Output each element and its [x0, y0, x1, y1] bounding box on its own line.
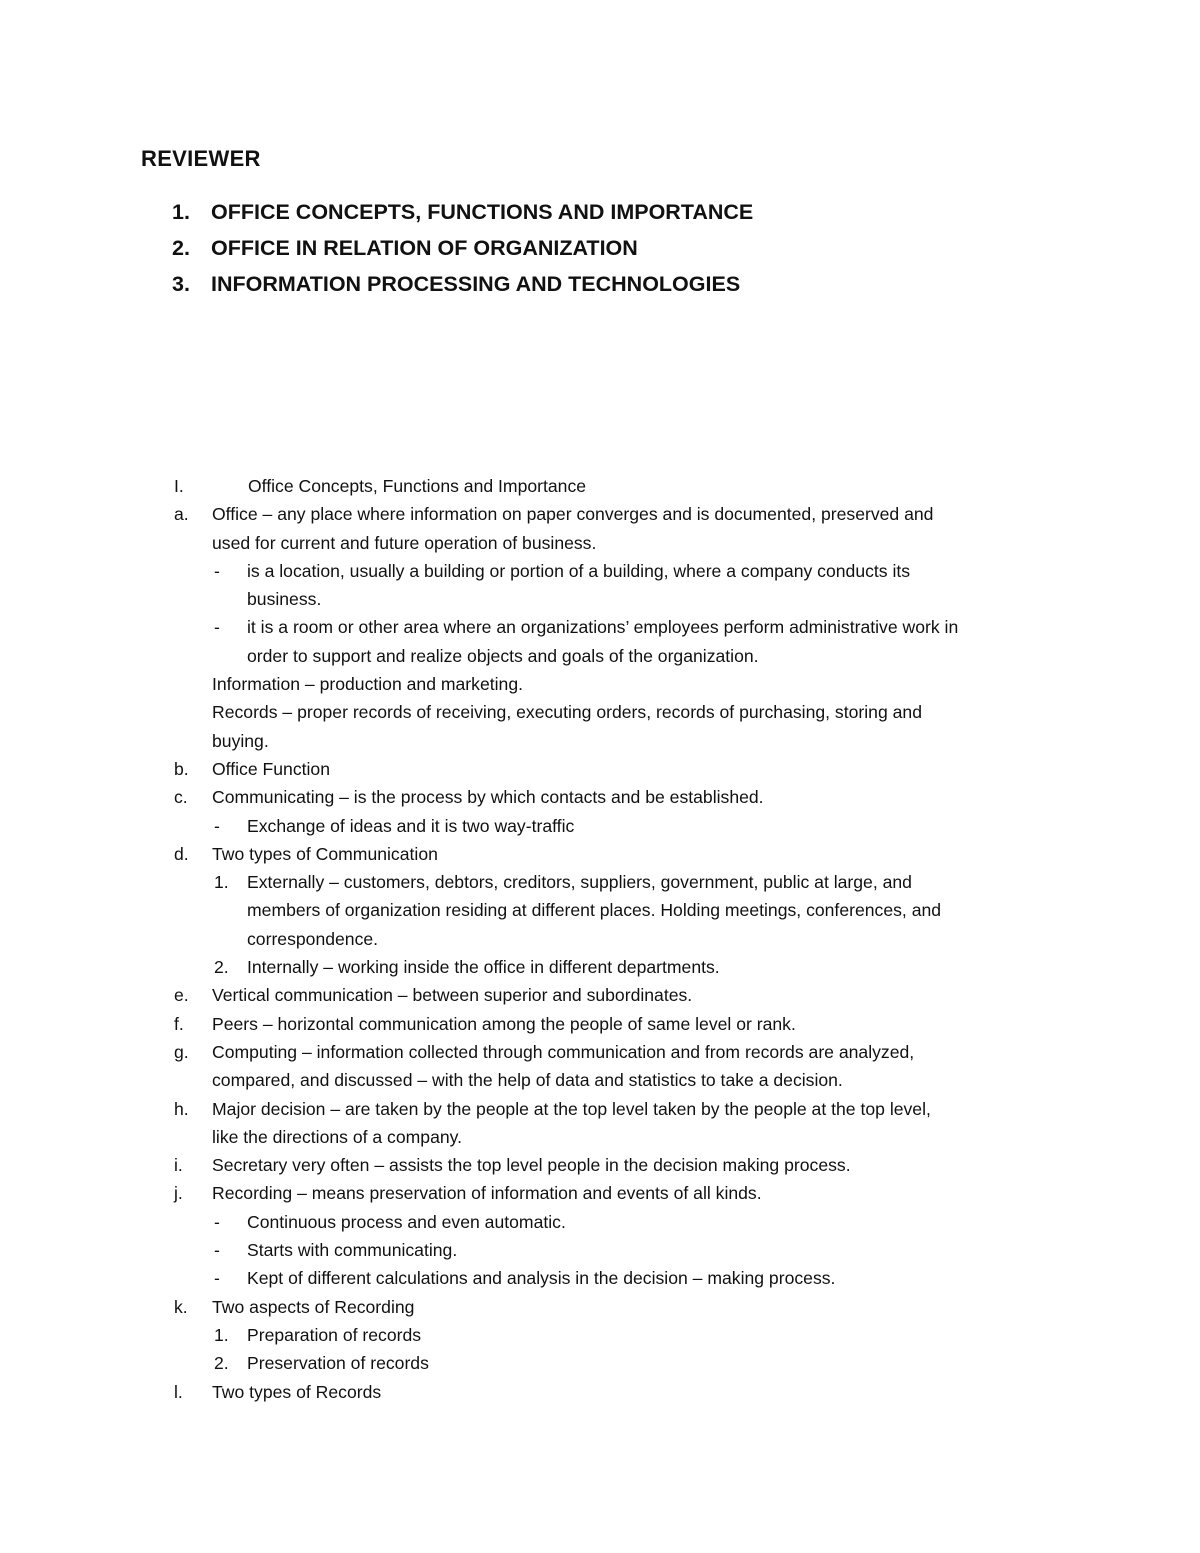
- numbered-sub-item-continued: [0, 896, 1200, 924]
- item-text: used for current and future operation of business.: [212, 532, 597, 553]
- item-text: Communicating – is the process by which contacts and be established.: [212, 787, 764, 808]
- item-text: Peers – horizontal communication among the people of same level or rank.: [212, 1013, 796, 1034]
- list-item-e: [0, 981, 1200, 1009]
- item-marker: l.: [174, 1381, 183, 1402]
- item-text: Recording – means preservation of information and events of all kinds.: [212, 1183, 762, 1204]
- bullet-text: it is a room or other area where an organizations’ employees perform administrative work in: [247, 617, 959, 638]
- numbered-sub-item: [0, 953, 1200, 981]
- sub-bullet: [0, 557, 1200, 585]
- sub-item-text: Preparation of records: [247, 1324, 422, 1345]
- dash-bullet: -: [214, 815, 220, 836]
- topic-list: [172, 197, 753, 305]
- dash-bullet: -: [214, 1268, 220, 1289]
- item-text: Office Function: [212, 758, 331, 779]
- item-marker: j.: [174, 1183, 183, 1204]
- item-marker: b.: [174, 758, 189, 779]
- bullet-text: order to support and realize objects and goals of the organization.: [247, 645, 759, 666]
- bullet-text: Continuous process and even automatic.: [247, 1211, 566, 1232]
- bullet-text: business.: [247, 589, 322, 610]
- dash-bullet: -: [214, 617, 220, 638]
- records-definition-continued: buying.: [212, 730, 269, 751]
- sub-number: 2.: [214, 1353, 229, 1374]
- item-text: Secretary very often – assists the top level people in the decision making process.: [212, 1155, 851, 1176]
- sub-bullet: [0, 1236, 1200, 1264]
- sub-item-text: Preservation of records: [247, 1353, 429, 1374]
- dash-bullet: -: [214, 1240, 220, 1261]
- list-item-g: [0, 1038, 1200, 1066]
- sub-bullet: [0, 812, 1200, 840]
- list-item-h-continued: [0, 1123, 1200, 1151]
- records-definition: Records – proper records of receiving, executing orders, records of purchasing, storing and: [212, 702, 922, 723]
- item-marker: f.: [174, 1013, 184, 1034]
- section-heading: [0, 472, 1200, 500]
- document-title: REVIEWER: [141, 146, 261, 171]
- list-item-c: [0, 783, 1200, 811]
- item-marker: d.: [174, 843, 189, 864]
- list-item-l: [0, 1378, 1200, 1406]
- bullet-text: Exchange of ideas and it is two way-traffic: [247, 815, 575, 836]
- document-body: [0, 472, 1200, 1406]
- numbered-sub-item: [0, 868, 1200, 896]
- item-marker: c.: [174, 787, 188, 808]
- dash-bullet: -: [214, 1211, 220, 1232]
- sub-bullet: [0, 1208, 1200, 1236]
- paragraph-line: [0, 698, 1200, 726]
- topic-number: 3.: [172, 272, 190, 296]
- dash-bullet: -: [214, 560, 220, 581]
- item-marker: h.: [174, 1098, 189, 1119]
- topic-item: [172, 269, 753, 305]
- sub-item-text: correspondence.: [247, 928, 379, 949]
- topic-text: OFFICE CONCEPTS, FUNCTIONS AND IMPORTANCE: [211, 200, 754, 224]
- list-item-a-continued: [0, 529, 1200, 557]
- topic-number: 2.: [172, 236, 190, 260]
- sub-bullet: [0, 1264, 1200, 1292]
- item-text: Two aspects of Recording: [212, 1296, 415, 1317]
- sub-number: 1.: [214, 1324, 229, 1345]
- list-item-h: [0, 1095, 1200, 1123]
- paragraph-line: [0, 670, 1200, 698]
- sub-bullet-continued: [0, 642, 1200, 670]
- information-definition: Information – production and marketing.: [212, 674, 524, 695]
- item-text: Office – any place where information on paper converges and is documented, preserved and: [212, 504, 934, 525]
- sub-bullet: [0, 613, 1200, 641]
- item-text: Two types of Communication: [212, 843, 438, 864]
- list-item-a: [0, 500, 1200, 528]
- item-marker: a.: [174, 504, 189, 525]
- item-text: Two types of Records: [212, 1381, 382, 1402]
- numbered-sub-item-continued: [0, 925, 1200, 953]
- list-item-k: [0, 1293, 1200, 1321]
- sub-item-text: Externally – customers, debtors, creditors, suppliers, government, public at large, and: [247, 872, 912, 893]
- section-heading-text: Office Concepts, Functions and Importance: [248, 476, 587, 496]
- topic-item: [172, 197, 753, 233]
- item-text: like the directions of a company.: [212, 1126, 463, 1147]
- topic-text: OFFICE IN RELATION OF ORGANIZATION: [211, 236, 638, 260]
- topic-number: 1.: [172, 200, 190, 224]
- topic-text: INFORMATION PROCESSING AND TECHNOLOGIES: [211, 272, 741, 296]
- item-marker: i.: [174, 1155, 183, 1176]
- list-item-i: [0, 1151, 1200, 1179]
- bullet-text: Starts with communicating.: [247, 1240, 458, 1261]
- item-text: Vertical communication – between superior and subordinates.: [212, 985, 693, 1006]
- sub-bullet-continued: [0, 585, 1200, 613]
- topic-item: [172, 233, 753, 269]
- sub-item-text: Internally – working inside the office in different departments.: [247, 957, 720, 978]
- list-item-d: [0, 840, 1200, 868]
- item-marker: e.: [174, 985, 189, 1006]
- list-item-f: [0, 1010, 1200, 1038]
- bullet-text: is a location, usually a building or portion of a building, where a company conducts its: [247, 560, 911, 581]
- list-item-b: [0, 755, 1200, 783]
- section-marker: I.: [174, 476, 184, 496]
- paragraph-line: [0, 727, 1200, 755]
- list-item-g-continued: [0, 1066, 1200, 1094]
- sub-number: 2.: [214, 957, 229, 978]
- item-text: Major decision – are taken by the people at the top level taken by the people at the top level,: [212, 1098, 931, 1119]
- bullet-text: Kept of different calculations and analysis in the decision – making process.: [247, 1268, 836, 1289]
- sub-number: 1.: [214, 872, 229, 893]
- item-text: compared, and discussed – with the help of data and statistics to take a decision.: [212, 1070, 843, 1091]
- numbered-sub-item: [0, 1349, 1200, 1377]
- sub-item-text: members of organization residing at different places. Holding meetings, conferences, and: [247, 900, 942, 921]
- item-text: Computing – information collected through communication and from records are analyzed,: [212, 1041, 915, 1062]
- item-marker: k.: [174, 1296, 188, 1317]
- numbered-sub-item: [0, 1321, 1200, 1349]
- list-item-j: [0, 1179, 1200, 1207]
- item-marker: g.: [174, 1041, 189, 1062]
